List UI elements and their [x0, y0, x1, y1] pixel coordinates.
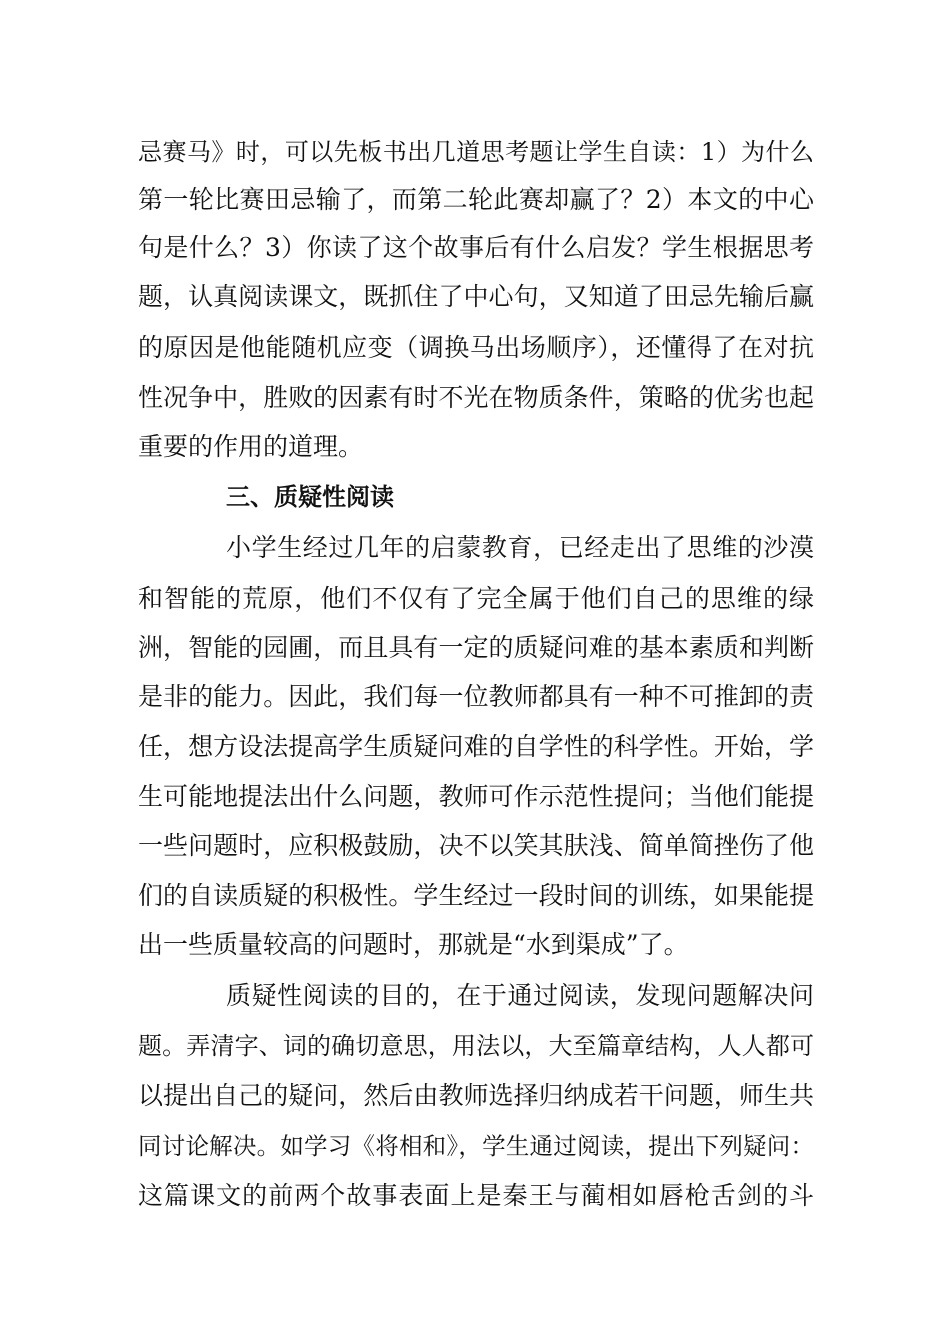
paragraph-3-line-2: 题。弄清字、词的确切意思，用法以，大至篇章结构，人人都可 — [138, 1032, 814, 1060]
paragraph-2-line-5: 任，想方设法提高学生质疑问难的自学性的科学性。开始，学 — [138, 732, 814, 761]
paragraph-3-line-3: 以提出自己的疑问，然后由教师选择归纳成若干问题，师生共 — [138, 1081, 814, 1110]
paragraph-2-line-9: 出一些质量较高的问题时，那就是“水到渠成”了。 — [138, 930, 689, 959]
paragraph-3-line-5: 这篇课文的前两个故事表面上是秦王与蔺相如唇枪舌剑的斗 — [138, 1181, 814, 1210]
paragraph-2-line-1: 小学生经过几年的启蒙教育，已经走出了思维的沙漠 — [226, 533, 814, 562]
paragraph-1-line-7: 重要的作用的道理。 — [138, 432, 364, 461]
paragraph-2-line-6: 生可能地提法出什么问题，教师可作示范性提问；当他们能提 — [138, 782, 814, 811]
paragraph-3-line-4: 同讨论解决。如学习《将相和》，学生通过阅读，提出下列疑问： — [138, 1132, 814, 1160]
paragraph-1-line-5: 的原因是他能随机应变（调换马出场顺序），还懂得了在对抗 — [138, 333, 814, 362]
paragraph-1-line-3: 句是什么？3）你读了这个故事后有什么启发？学生根据思考 — [138, 233, 814, 262]
paragraph-2-line-7: 一些问题时，应积极鼓励，决不以笑其肤浅、简单简挫伤了他 — [138, 831, 814, 860]
paragraph-2-line-3: 洲，智能的园圃，而且具有一定的质疑问难的基本素质和判断 — [138, 633, 814, 662]
paragraph-2-line-8: 们的自读质疑的积极性。学生经过一段时间的训练，如果能提 — [138, 881, 814, 910]
paragraph-1-line-4: 题，认真阅读课文，既抓住了中心句，又知道了田忌先输后赢 — [138, 282, 814, 311]
paragraph-2-line-4: 是非的能力。因此，我们每一位教师都具有一种不可推卸的责 — [138, 682, 814, 711]
paragraph-1-line-2: 第一轮比赛田忌输了，而第二轮此赛却赢了？2）本文的中心 — [138, 185, 814, 214]
paragraph-1-line-6: 性况争中，胜败的因素有时不光在物质条件，策略的优劣也起 — [138, 383, 814, 412]
section-heading: 三、质疑性阅读 — [226, 483, 394, 511]
paragraph-1-line-1: 忌赛马》时，可以先板书出几道思考题让学生自读：1）为什么 — [138, 138, 814, 166]
paragraph-2-line-2: 和智能的荒原，他们不仅有了完全属于他们自己的思维的绿 — [138, 584, 814, 613]
paragraph-3-line-1: 质疑性阅读的目的，在于通过阅读，发现问题解决问 — [226, 981, 814, 1010]
